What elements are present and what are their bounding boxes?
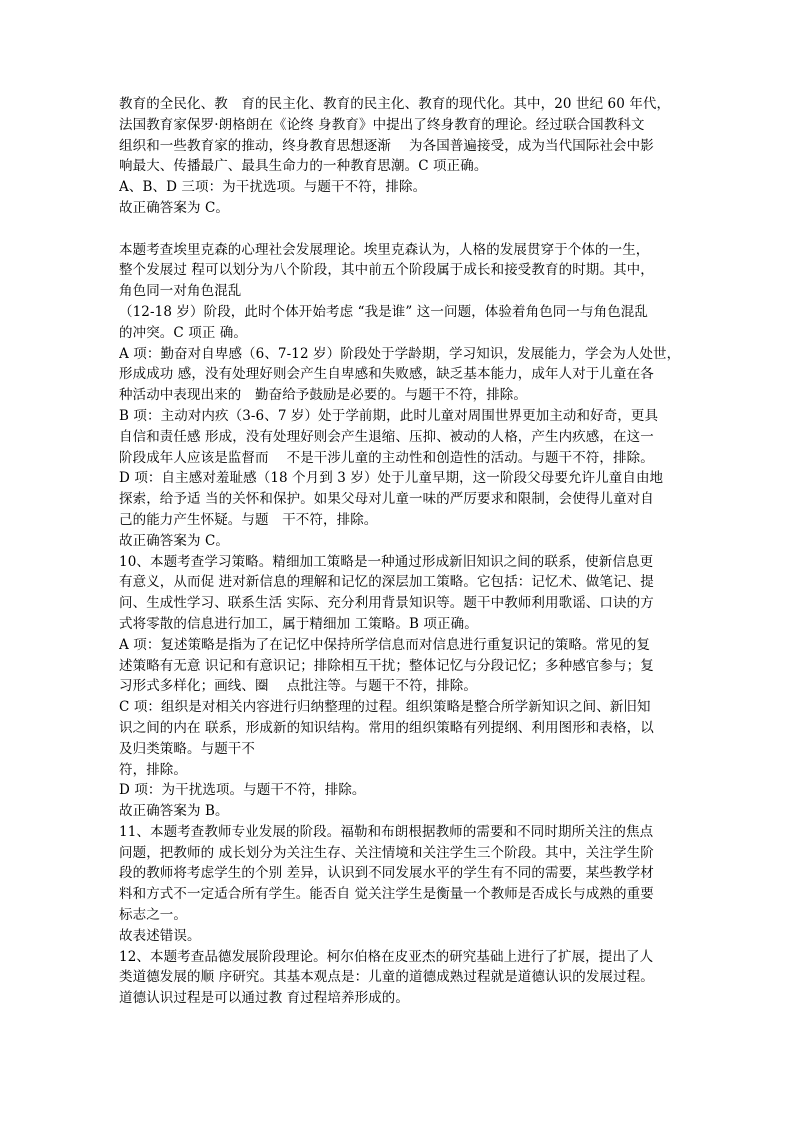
text-line: D 项：自主感对羞耻感（18 个月到 3 岁）处于儿童早期，这一阶段父母要允许儿童自由地: [119, 470, 664, 487]
text-line: 响最大、传播最广、最具生命力的一种教育思潮。C 项正确。: [119, 158, 488, 175]
text-line: 料和方式不一定适合所有学生。能否自 觉关注学生是衡量一个教师是否成长与成熟的重要: [119, 886, 654, 903]
text-line: 段的教师将考虑学生的个别 差异，认识到不同发展水平的学生有不同的需要，某些教学材: [119, 865, 654, 882]
text-line: 的冲突。C 项正 确。: [119, 324, 248, 341]
text-line: 问题，把教师的 成长划分为关注生存、关注情境和关注学生三个阶段。其中，关注学生阶: [119, 844, 654, 861]
text-line: 法国教育家保罗·朗格朗在《论终 身教育》中提出了终身教育的理论。经过联合国教科文: [119, 116, 645, 133]
text-line: C 项：组织是对相关内容进行归纳整理的过程。组织策略是整合所学新知识之间、新旧知: [119, 699, 651, 716]
text-line: B 项：主动对内疚（3-6、7 岁）处于学前期，此时儿童对周围世界更加主动和好奇，更具: [119, 407, 659, 424]
text-line: 述策略有无意 识记和有意识记；排除相互干扰；整体记忆与分段记忆；多种感官参与；复: [119, 657, 654, 674]
text-line: 10、本题考查学习策略。精细加工策略是一种通过形成新旧知识之间的联系，使新信息更: [119, 553, 654, 570]
text-line: 故正确答案为 B。: [119, 803, 229, 820]
document-page: [119, 94, 684, 1009]
paragraph: [119, 240, 684, 344]
text-line: A、B、D 三项：为干扰选项。与题干不符，排除。: [119, 179, 427, 196]
text-line: 道德认识过程是可以通过教 育过程培养形成的。: [119, 990, 409, 1007]
text-line: A 项：勤奋对自卑感（6、7-12 岁）阶段处于学龄期，学习知识，发展能力，学会为人处世，: [119, 345, 681, 362]
text-line: 故正确答案为 C。: [119, 532, 230, 549]
paragraph: [119, 822, 684, 926]
text-line: 类道德发展的顺 序研究。其基本观点是：儿童的道德成熟过程就是道德认识的发展过程。: [119, 969, 654, 986]
text-line: 阶段成年人应该是监督而 不是干涉儿童的主动性和创造性的活动。与题干不符，排除。: [119, 449, 654, 466]
text-line: 整个发展过 程可以划分为八个阶段，其中前五个阶段属于成长和接受教育的时期。其中，: [119, 262, 654, 279]
text-line: 故表述错误。: [119, 927, 201, 944]
paragraph: [119, 177, 684, 198]
text-line: 自信和责任感 形成，没有处理好则会产生退缩、压抑、被动的人格，产生内疚感，在这一: [119, 428, 654, 445]
text-line: 形成成功 感，没有处理好则会产生自卑感和失败感，缺乏基本能力，成年人对于儿童在各: [119, 366, 654, 383]
text-line: 有意义，从而促 进对新信息的理解和记忆的深层加工策略。它包括：记忆术、做笔记、提: [119, 574, 654, 591]
text-line: 问、生成性学习、联系生活 实际、充分利用背景知识等。题干中教师利用歌谣、口诀的方: [119, 595, 654, 612]
paragraph: [119, 198, 684, 219]
text-line: 角色同一对角色混乱: [119, 283, 242, 300]
paragraph: [119, 801, 684, 822]
text-line: （12-18 岁）阶段，此时个体开始考虑 “我是谁” 这一问题，体验着角色同一与角色混乱: [119, 303, 648, 320]
paragraph: [119, 780, 684, 801]
text-line: 本题考查埃里克森的心理社会发展理论。埃里克森认为，人格的发展贯穿于个体的一生，: [119, 241, 650, 258]
paragraph: [119, 926, 684, 947]
paragraph: [119, 635, 684, 697]
paragraph: [119, 94, 684, 177]
paragraph: [119, 344, 684, 406]
paragraph: [119, 406, 684, 468]
text-line: 11、本题考查教师专业发展的阶段。福勒和布朗根据教师的需要和不同时期所关注的焦点: [119, 823, 654, 840]
text-line: 识之间的内在 联系，形成新的知识结构。常用的组织策略有列提纲、利用图形和表格，以: [119, 719, 654, 736]
text-line: 种活动中表现出来的 勤奋给予鼓励是必要的。与题干不符，排除。: [119, 387, 527, 404]
text-line: 探索，给予适 当的关怀和保护。如果父母对儿童一味的严厉要求和限制，会使得儿童对自: [119, 491, 654, 508]
text-line: 组织和一些教育家的推动，终身教育思想逐渐 为各国普遍接受，成为当代国际社会中影: [119, 137, 654, 154]
paragraph: [119, 531, 684, 552]
text-line: 故正确答案为 C。: [119, 199, 230, 216]
text-line: 标志之一。: [119, 907, 187, 924]
paragraph: [119, 947, 684, 1009]
paragraph: [119, 468, 684, 530]
text-line: D 项：为干扰选项。与题干不符，排除。: [119, 782, 366, 799]
text-line: 12、本题考查品德发展阶段理论。柯尔伯格在皮亚杰的研究基础上进行了扩展，提出了人: [119, 948, 654, 965]
paragraph: [119, 697, 684, 780]
text-line: 符，排除。: [119, 761, 187, 778]
text-line: 习形式多样化；画线、圈 点批注等。与题干不符，排除。: [119, 678, 477, 695]
text-line: 教育的全民化、教 育的民主化、教育的民主化、教育的现代化。其中，20 世纪 60 年代，: [119, 96, 671, 112]
text-line: 式将零散的信息进行加工，属于精细加 工策略。B 项正确。: [119, 615, 478, 632]
paragraph: [119, 552, 684, 635]
blank-line: [119, 219, 684, 240]
text-line: 己的能力产生怀疑。与题 干不符，排除。: [119, 511, 378, 528]
text-line: 及归类策略。与题干不: [119, 740, 255, 757]
text-line: A 项：复述策略是指为了在记忆中保持所学信息而对信息进行重复识记的策略。常见的复: [119, 636, 651, 653]
